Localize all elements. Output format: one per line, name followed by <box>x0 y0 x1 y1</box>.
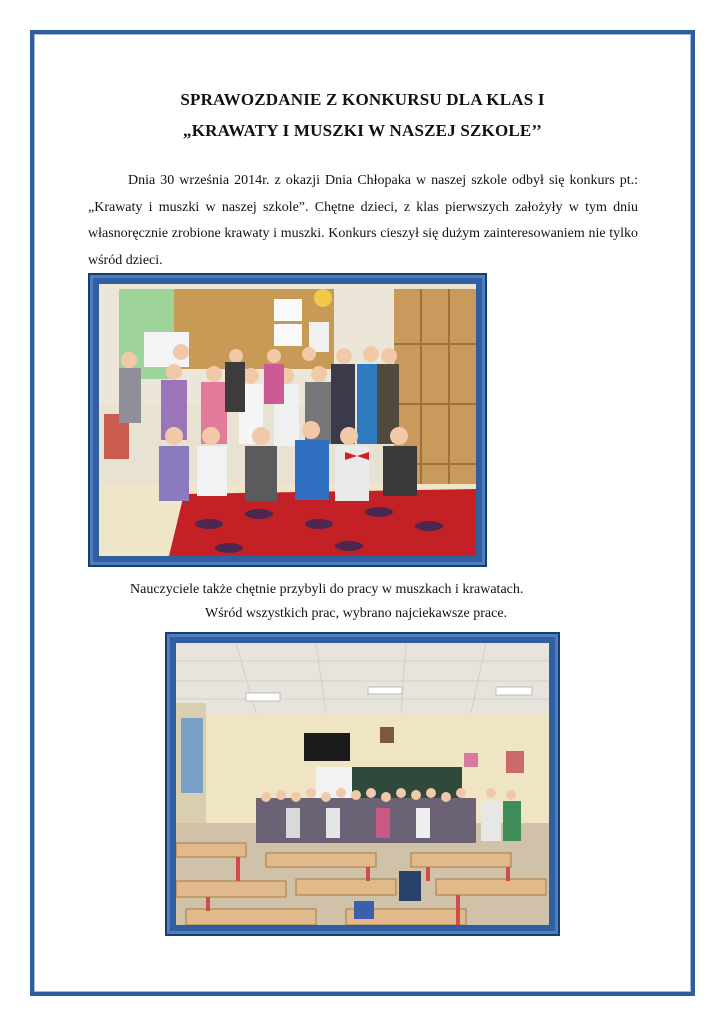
photo-classroom <box>176 643 549 925</box>
photo-classroom-image <box>176 643 549 925</box>
report-paragraph-text: Dnia 30 września 2014r. z okazji Dnia Chłopaka w naszej szkole odbył się konkurs pt.: „Krawaty i muszki w naszej szkole”. Chętne dzieci, z klas pierwszych założyły w tym dniu własnoręcznie zrobione krawaty i muszki. Konkurs cieszył się dużym zainteresowaniem nie tylko wśród dzieci. <box>88 173 638 268</box>
caption-line-1: Nauczyciele także chętnie przybyli do pracy w muszkach i krawatach. <box>130 582 524 597</box>
report-paragraph <box>88 168 638 274</box>
photo-children-image <box>99 284 476 556</box>
photo-classroom-frame <box>165 632 560 936</box>
caption-line-2: Wśród wszystkich prac, wybrano najciekawsze prace. <box>205 606 508 621</box>
photo-children-frame <box>88 273 487 567</box>
title-line-1: SPRAWOZDANIE Z KONKURSU DLA KLAS I <box>180 90 545 109</box>
title-line-2: „KRAWATY I MUSZKI W NASZEJ SZKOLE’’ <box>183 121 542 140</box>
photo-children <box>99 284 476 556</box>
